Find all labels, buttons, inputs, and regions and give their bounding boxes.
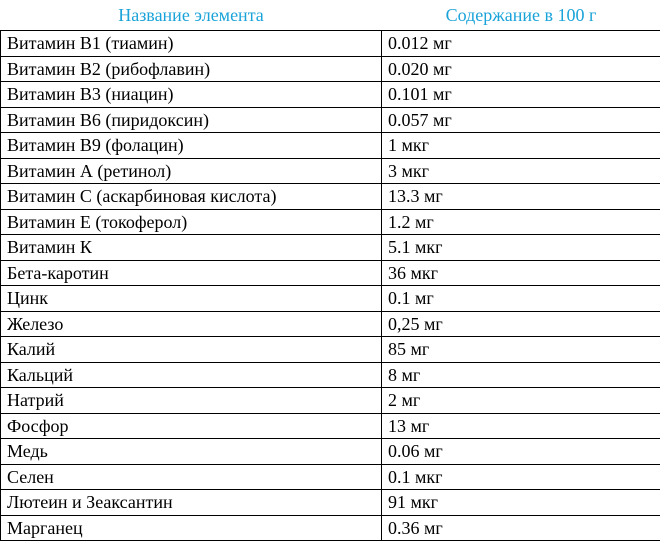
content-value-cell: 0.057 мг bbox=[382, 107, 660, 133]
content-value-cell: 0.020 мг bbox=[382, 56, 660, 82]
table-row bbox=[1, 82, 660, 108]
element-name-cell: Селен bbox=[1, 464, 382, 490]
element-name-cell: Железо bbox=[1, 311, 382, 337]
table-row bbox=[1, 107, 660, 133]
header-row bbox=[1, 0, 660, 31]
element-name-cell: Витамин К bbox=[1, 235, 382, 261]
element-name-cell: Бета-каротин bbox=[1, 260, 382, 286]
table-header bbox=[1, 0, 660, 31]
table-row bbox=[1, 286, 660, 312]
header-content-per-100g: Содержание в 100 г bbox=[445, 4, 597, 25]
element-name-cell: Витамин В2 (рибофлавин) bbox=[1, 56, 382, 82]
content-value-cell: 91 мкг bbox=[382, 490, 660, 516]
element-name-cell: Кальций bbox=[1, 362, 382, 388]
content-value-cell: 36 мкг bbox=[382, 260, 660, 286]
table-row bbox=[1, 133, 660, 159]
table-row bbox=[1, 388, 660, 414]
element-name-cell: Витамин В9 (фолацин) bbox=[1, 133, 382, 159]
header-element-name: Название элемента bbox=[118, 4, 264, 25]
element-name-cell: Витамин Е (токоферол) bbox=[1, 209, 382, 235]
table-row bbox=[1, 337, 660, 363]
table-row bbox=[1, 413, 660, 439]
table-row bbox=[1, 464, 660, 490]
content-value-cell: 5.1 мкг bbox=[382, 235, 660, 261]
table-row bbox=[1, 235, 660, 261]
content-value-cell: 0.012 мг bbox=[382, 31, 660, 57]
element-name-cell: Цинк bbox=[1, 286, 382, 312]
table-body bbox=[1, 31, 660, 541]
element-name-cell: Витамин В1 (тиамин) bbox=[1, 31, 382, 57]
content-value-cell: 0,25 мг bbox=[382, 311, 660, 337]
table-row bbox=[1, 184, 660, 210]
content-value-cell: 0.1 мкг bbox=[382, 464, 660, 490]
content-value-cell: 3 мкг bbox=[382, 158, 660, 184]
element-name-cell: Марганец bbox=[1, 515, 382, 541]
content-value-cell: 0.1 мг bbox=[382, 286, 660, 312]
content-value-cell: 1 мкг bbox=[382, 133, 660, 159]
table-row bbox=[1, 31, 660, 57]
table-row bbox=[1, 260, 660, 286]
table-row bbox=[1, 362, 660, 388]
element-name-cell: Медь bbox=[1, 439, 382, 465]
element-name-cell: Калий bbox=[1, 337, 382, 363]
content-value-cell: 2 мг bbox=[382, 388, 660, 414]
content-value-cell: 0.06 мг bbox=[382, 439, 660, 465]
table-row bbox=[1, 515, 660, 541]
element-name-cell: Лютеин и Зеаксантин bbox=[1, 490, 382, 516]
element-name-cell: Натрий bbox=[1, 388, 382, 414]
table-row bbox=[1, 56, 660, 82]
element-name-cell: Витамин В3 (ниацин) bbox=[1, 82, 382, 108]
content-value-cell: 13 мг bbox=[382, 413, 660, 439]
table-row bbox=[1, 158, 660, 184]
table-row bbox=[1, 311, 660, 337]
content-value-cell: 0.36 мг bbox=[382, 515, 660, 541]
content-value-cell: 13.3 мг bbox=[382, 184, 660, 210]
element-name-cell: Фосфор bbox=[1, 413, 382, 439]
element-name-cell: Витамин В6 (пиридоксин) bbox=[1, 107, 382, 133]
table-row bbox=[1, 439, 660, 465]
content-value-cell: 0.101 мг bbox=[382, 82, 660, 108]
element-name-cell: Витамин С (аскарбиновая кислота) bbox=[1, 184, 382, 210]
content-value-cell: 85 мг bbox=[382, 337, 660, 363]
element-name-cell: Витамин А (ретинол) bbox=[1, 158, 382, 184]
table-row bbox=[1, 209, 660, 235]
table-row bbox=[1, 490, 660, 516]
content-value-cell: 8 мг bbox=[382, 362, 660, 388]
content-value-cell: 1.2 мг bbox=[382, 209, 660, 235]
